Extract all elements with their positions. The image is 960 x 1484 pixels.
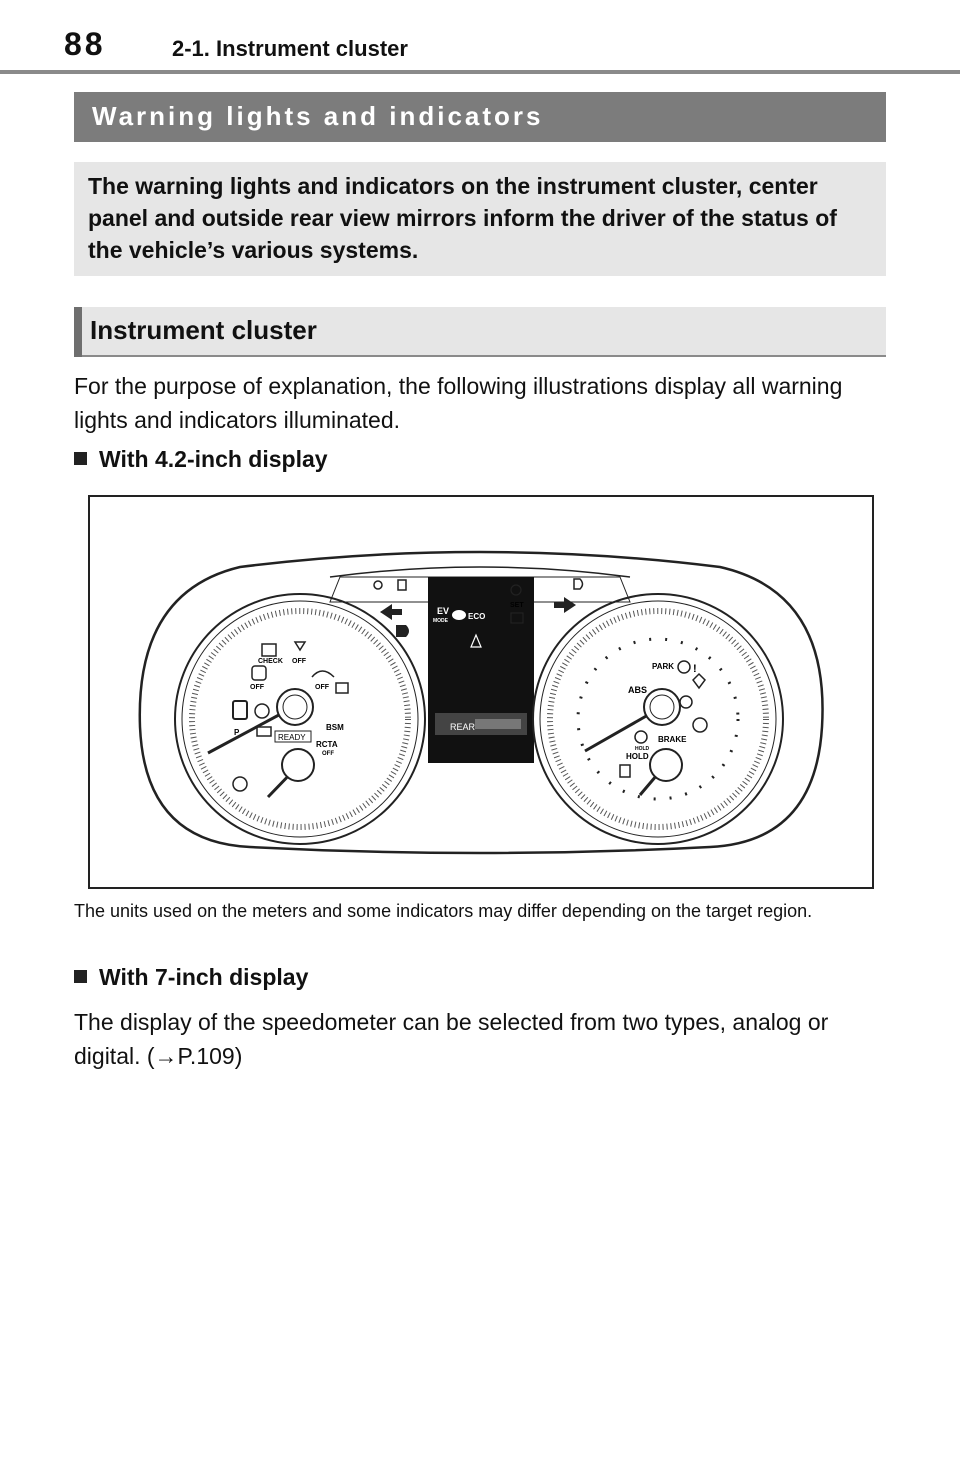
eco-label: ECO bbox=[468, 612, 486, 621]
off-label-2: OFF bbox=[250, 684, 264, 691]
srs-airbag-icon bbox=[680, 696, 692, 708]
right-turn-signal-icon bbox=[554, 597, 576, 613]
steering-warning-icon bbox=[678, 661, 690, 673]
heading-4-2-inch-text: With 4.2-inch display bbox=[99, 446, 328, 472]
heading-4-2-inch bbox=[74, 446, 328, 473]
header-divider bbox=[0, 70, 960, 74]
seatbelt-reminder-icon bbox=[233, 701, 247, 719]
set-label: SET bbox=[510, 602, 524, 609]
rear-label: REAR bbox=[450, 722, 476, 732]
section-title-bar bbox=[74, 92, 886, 142]
right-gauge-needle bbox=[585, 711, 655, 751]
headlight-high-beam-icon bbox=[396, 625, 409, 637]
chapter-title: 2-1. Instrument cluster bbox=[172, 36, 408, 61]
ev-mode-sub-label: MODE bbox=[433, 618, 448, 624]
fuel-icon bbox=[620, 765, 630, 777]
summary-text: The warning lights and indicators on the instrument cluster, center panel and outside rear view mirrors inform the driver of the status of the vehicle’s various systems. bbox=[88, 173, 837, 263]
left-turn-signal-icon bbox=[380, 604, 402, 620]
brake-system-icon bbox=[693, 718, 707, 732]
indicator-circle-icon bbox=[233, 777, 247, 791]
rcta-label: RCTA bbox=[316, 740, 338, 749]
eco-leaf-icon bbox=[452, 610, 466, 620]
ev-mode-label: EV bbox=[437, 606, 450, 616]
tail-light-icon bbox=[374, 581, 382, 589]
traction-off-icon bbox=[295, 642, 305, 650]
page-header bbox=[0, 0, 960, 80]
battery-icon bbox=[257, 727, 271, 736]
lane-assist-icon bbox=[336, 683, 348, 693]
front-fog-icon bbox=[574, 579, 583, 589]
intro-paragraph: For the purpose of explanation, the following illustrations display all warning lights and indicators illuminated. bbox=[74, 373, 843, 433]
left-gauge bbox=[175, 594, 425, 844]
speedometer-paragraph bbox=[74, 1005, 886, 1073]
bsm-label: BSM bbox=[326, 723, 344, 732]
tire-pressure-icon bbox=[255, 704, 269, 718]
center-display-area bbox=[330, 577, 630, 763]
slip-indicator-icon bbox=[252, 666, 266, 680]
instrument-cluster-illustration bbox=[88, 495, 874, 889]
rcta-off-label: OFF bbox=[322, 751, 334, 757]
bullet-square-icon bbox=[74, 970, 87, 983]
check-engine-icon bbox=[262, 644, 276, 656]
check-label: CHECK bbox=[258, 658, 283, 665]
reference-arrow-icon: → bbox=[154, 1043, 178, 1069]
page-number: 88 bbox=[64, 26, 106, 62]
right-gauge bbox=[533, 594, 783, 844]
off-label-3: OFF bbox=[315, 684, 329, 691]
heading-7-inch bbox=[74, 964, 308, 991]
seatbelt-icon bbox=[693, 674, 705, 688]
summary-box bbox=[74, 162, 886, 276]
park-label: PARK bbox=[652, 662, 675, 671]
master-warning-icon: ! bbox=[693, 663, 697, 675]
abs-label: ABS bbox=[628, 685, 648, 695]
speedometer-text-end: ) bbox=[234, 1043, 243, 1069]
hold-small-label: HOLD bbox=[635, 746, 650, 752]
hold-label: HOLD bbox=[626, 752, 649, 761]
page-reference-link[interactable]: P.109 bbox=[177, 1043, 235, 1069]
subsection-title: Instrument cluster bbox=[90, 315, 317, 345]
off-label-1: OFF bbox=[292, 658, 306, 665]
brake-hold-icon bbox=[635, 731, 647, 743]
bullet-square-icon bbox=[74, 452, 87, 465]
instrument-cluster-drawing bbox=[90, 497, 872, 887]
section-title: Warning lights and indicators bbox=[92, 101, 544, 131]
pre-collision-icon bbox=[312, 671, 334, 677]
subsection-title-bar bbox=[74, 307, 886, 357]
cluster-hood-line bbox=[330, 567, 630, 577]
brake-label: BRAKE bbox=[658, 735, 687, 744]
subsection-accent bbox=[74, 307, 82, 357]
ready-label: READY bbox=[278, 733, 306, 742]
parking-off-icon: P bbox=[234, 728, 240, 737]
units-note: The units used on the meters and some indicators may differ depending on the target region. bbox=[74, 901, 813, 921]
heading-7-inch-text: With 7-inch display bbox=[99, 964, 309, 990]
speedometer-text: The display of the speedometer can be selected from two types, analog or digital. ( bbox=[74, 1009, 829, 1069]
auto-high-beam-icon bbox=[398, 580, 406, 590]
